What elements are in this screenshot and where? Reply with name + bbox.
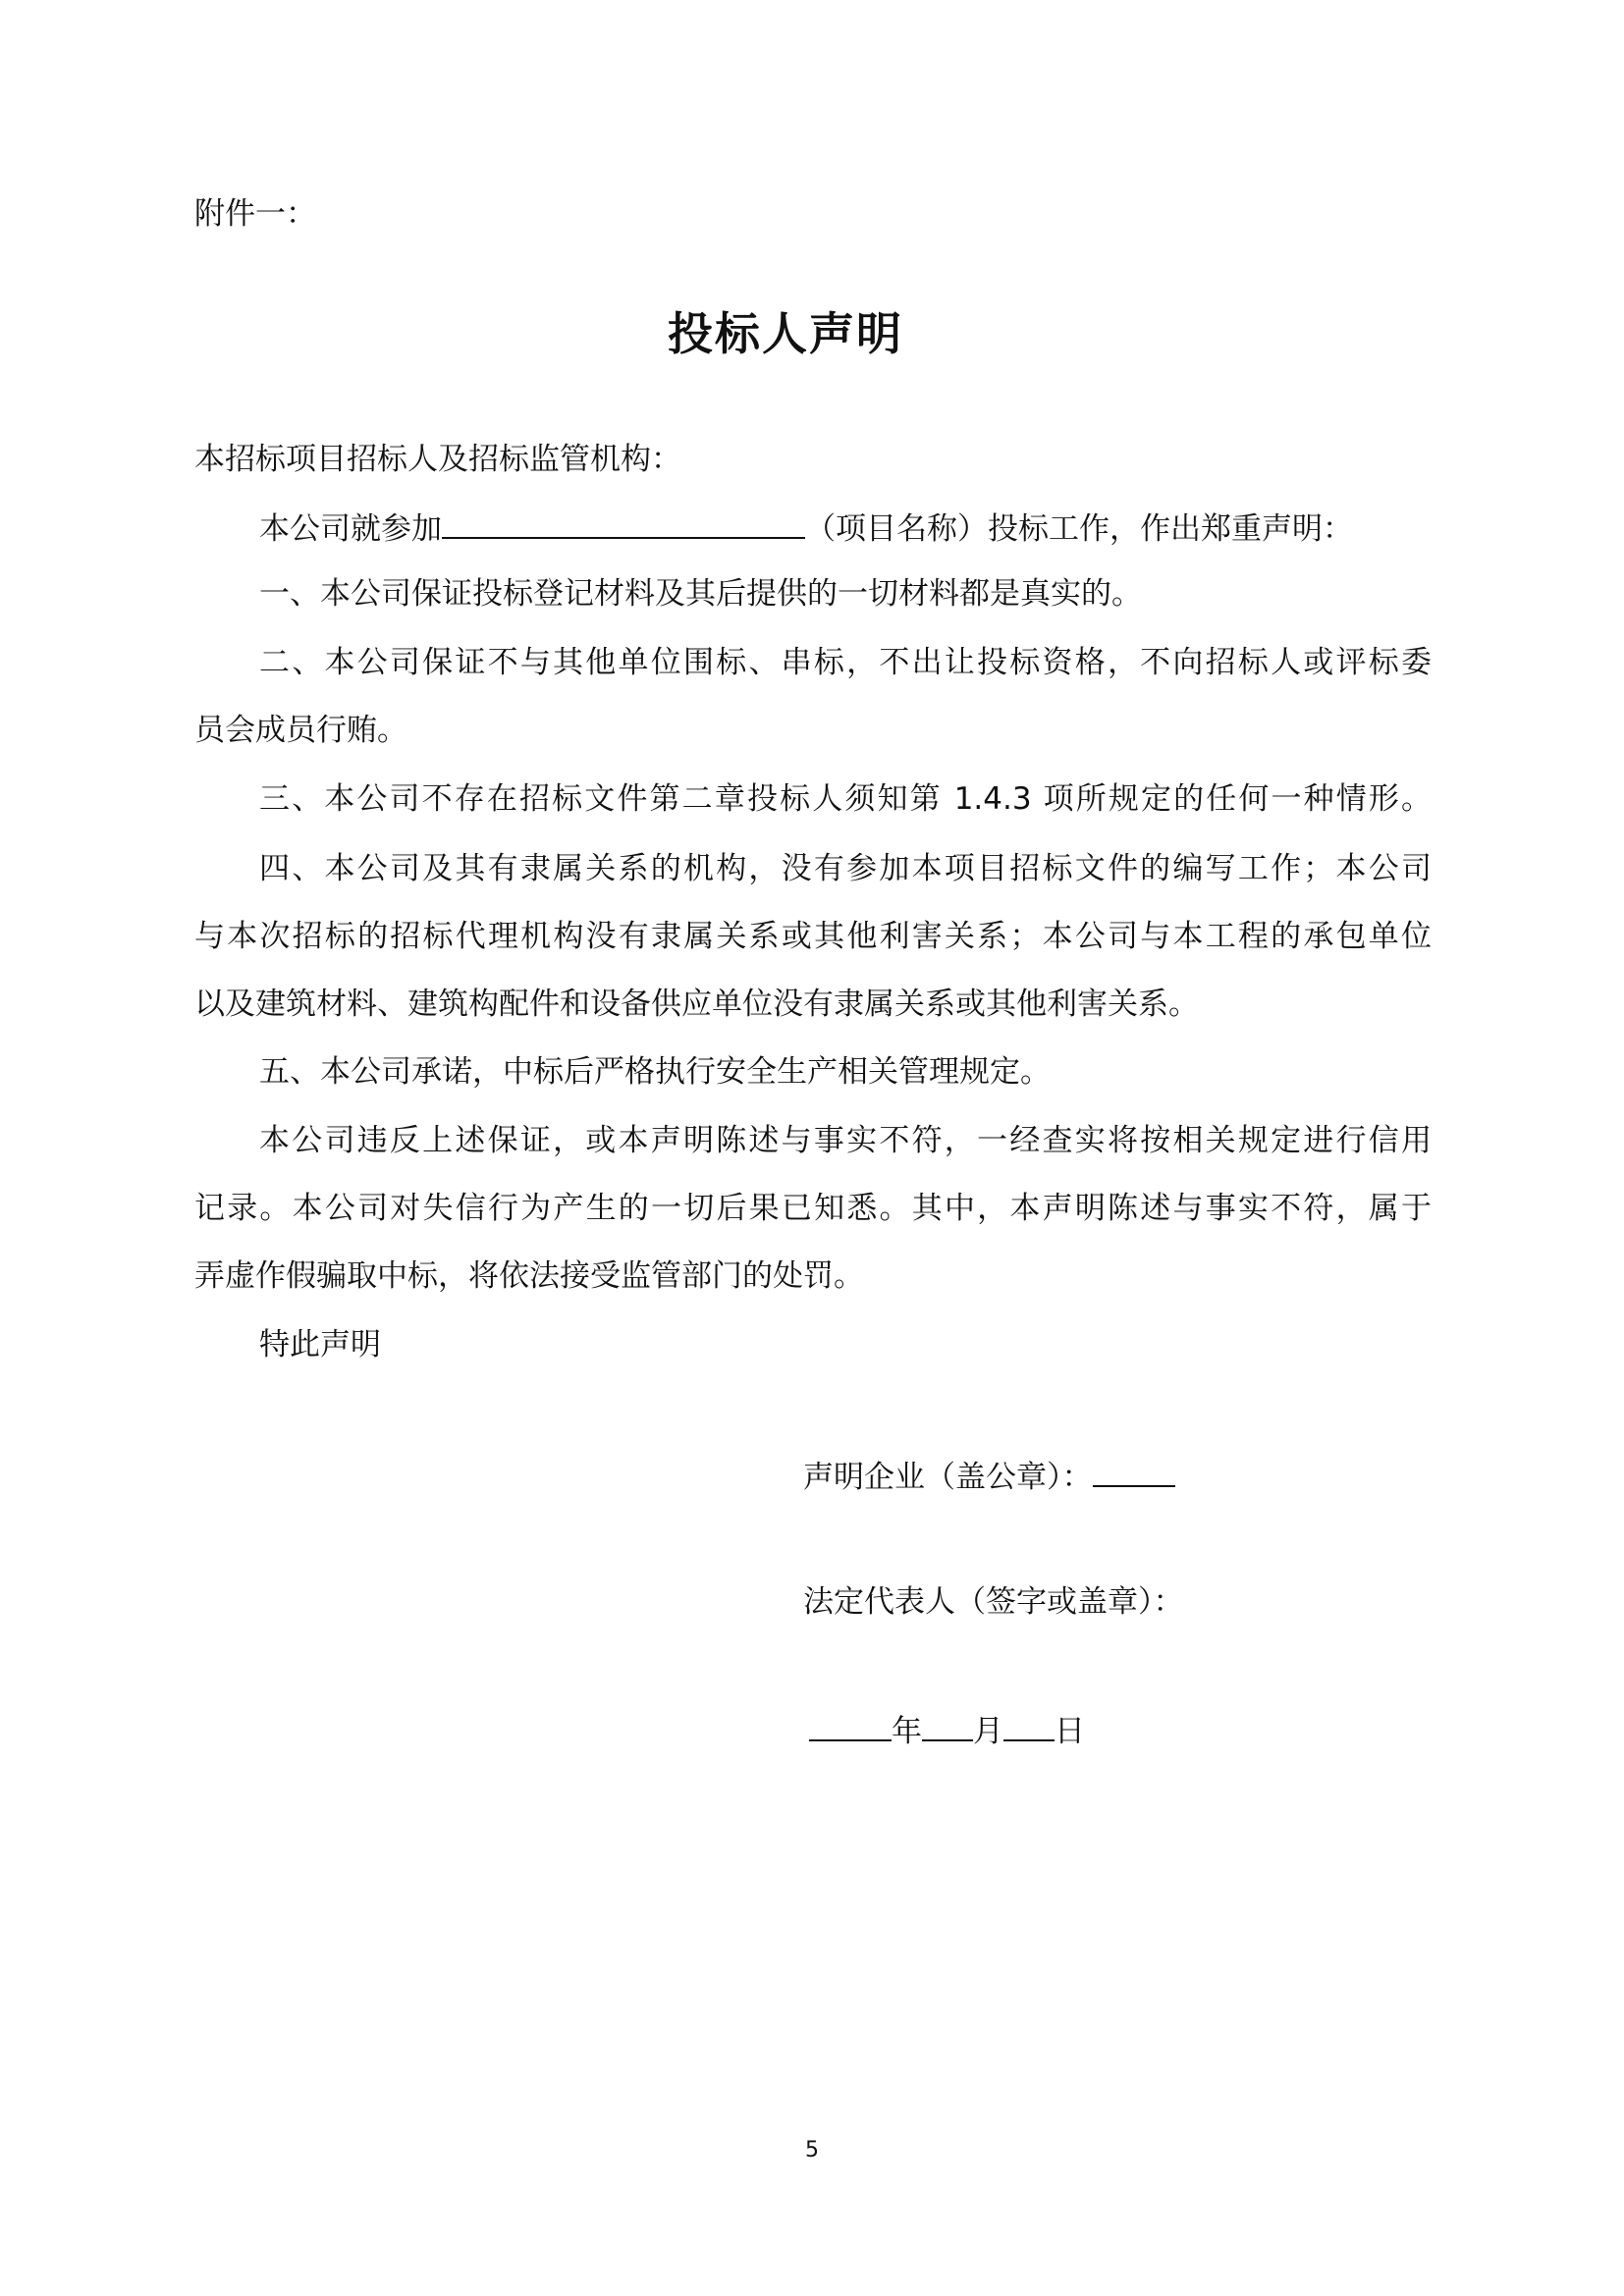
item-four-line1: 四、本公司及其有隶属关系的机构，没有参加本项目招标文件的编写工作；本公司	[259, 851, 1432, 886]
item-two-line2: 员会成员行贿。	[194, 713, 407, 748]
company-seal-label: 声明企业（盖公章）：	[803, 1460, 1093, 1495]
item-two-line1: 二、本公司保证不与其他单位围标、串标，不出让投标资格，不向招标人或评标委	[259, 645, 1432, 680]
item-four-line3: 以及建筑材料、建筑构配件和设备供应单位没有隶属关系或其他利害关系。	[194, 987, 1199, 1022]
legal-representative-label: 法定代表人（签字或盖章）：	[803, 1584, 1184, 1620]
item-one: 一、本公司保证投标登记材料及其后提供的一切材料都是真实的。	[259, 576, 1142, 612]
document-title: 投标人声明	[668, 307, 903, 360]
day-blank[interactable]	[1003, 1710, 1055, 1741]
addressee: 本招标项目招标人及招标监管机构：	[194, 442, 681, 477]
consequence-line2: 记录。本公司对失信行为产生的一切后果已知悉。其中，本声明陈述与事实不符，属于	[194, 1191, 1432, 1226]
project-name-blank[interactable]	[442, 507, 805, 539]
consequence-line3: 弄虚作假骗取中标，将依法接受监管部门的处罚。	[194, 1258, 864, 1294]
date-line	[809, 1710, 1085, 1751]
company-seal-blank[interactable]	[1093, 1456, 1175, 1487]
intro-after-blank: （项目名称）投标工作，作出郑重声明：	[805, 511, 1353, 547]
day-label: 日	[1055, 1714, 1085, 1749]
attachment-label: 附件一：	[194, 196, 316, 232]
year-label: 年	[892, 1714, 922, 1749]
month-label: 月	[973, 1714, 1003, 1749]
consequence-line1: 本公司违反上述保证，或本声明陈述与事实不符，一经查实将按相关规定进行信用	[259, 1123, 1432, 1158]
intro-before-blank: 本公司就参加	[259, 511, 442, 547]
intro-paragraph	[259, 507, 1353, 549]
month-blank[interactable]	[922, 1710, 973, 1741]
company-seal-line	[803, 1456, 1175, 1497]
year-blank[interactable]	[809, 1710, 892, 1741]
item-five: 五、本公司承诺，中标后严格执行安全生产相关管理规定。	[259, 1054, 1051, 1090]
item-three: 三、本公司不存在招标文件第二章投标人须知第 1.4.3 项所规定的任何一种情形。	[259, 781, 1432, 817]
legal-representative-line	[803, 1582, 1184, 1622]
item-four-line2: 与本次招标的招标代理机构没有隶属关系或其他利害关系；本公司与本工程的承包单位	[194, 919, 1432, 954]
closing-statement: 特此声明	[259, 1327, 381, 1362]
page-number: 5	[805, 2138, 819, 2163]
